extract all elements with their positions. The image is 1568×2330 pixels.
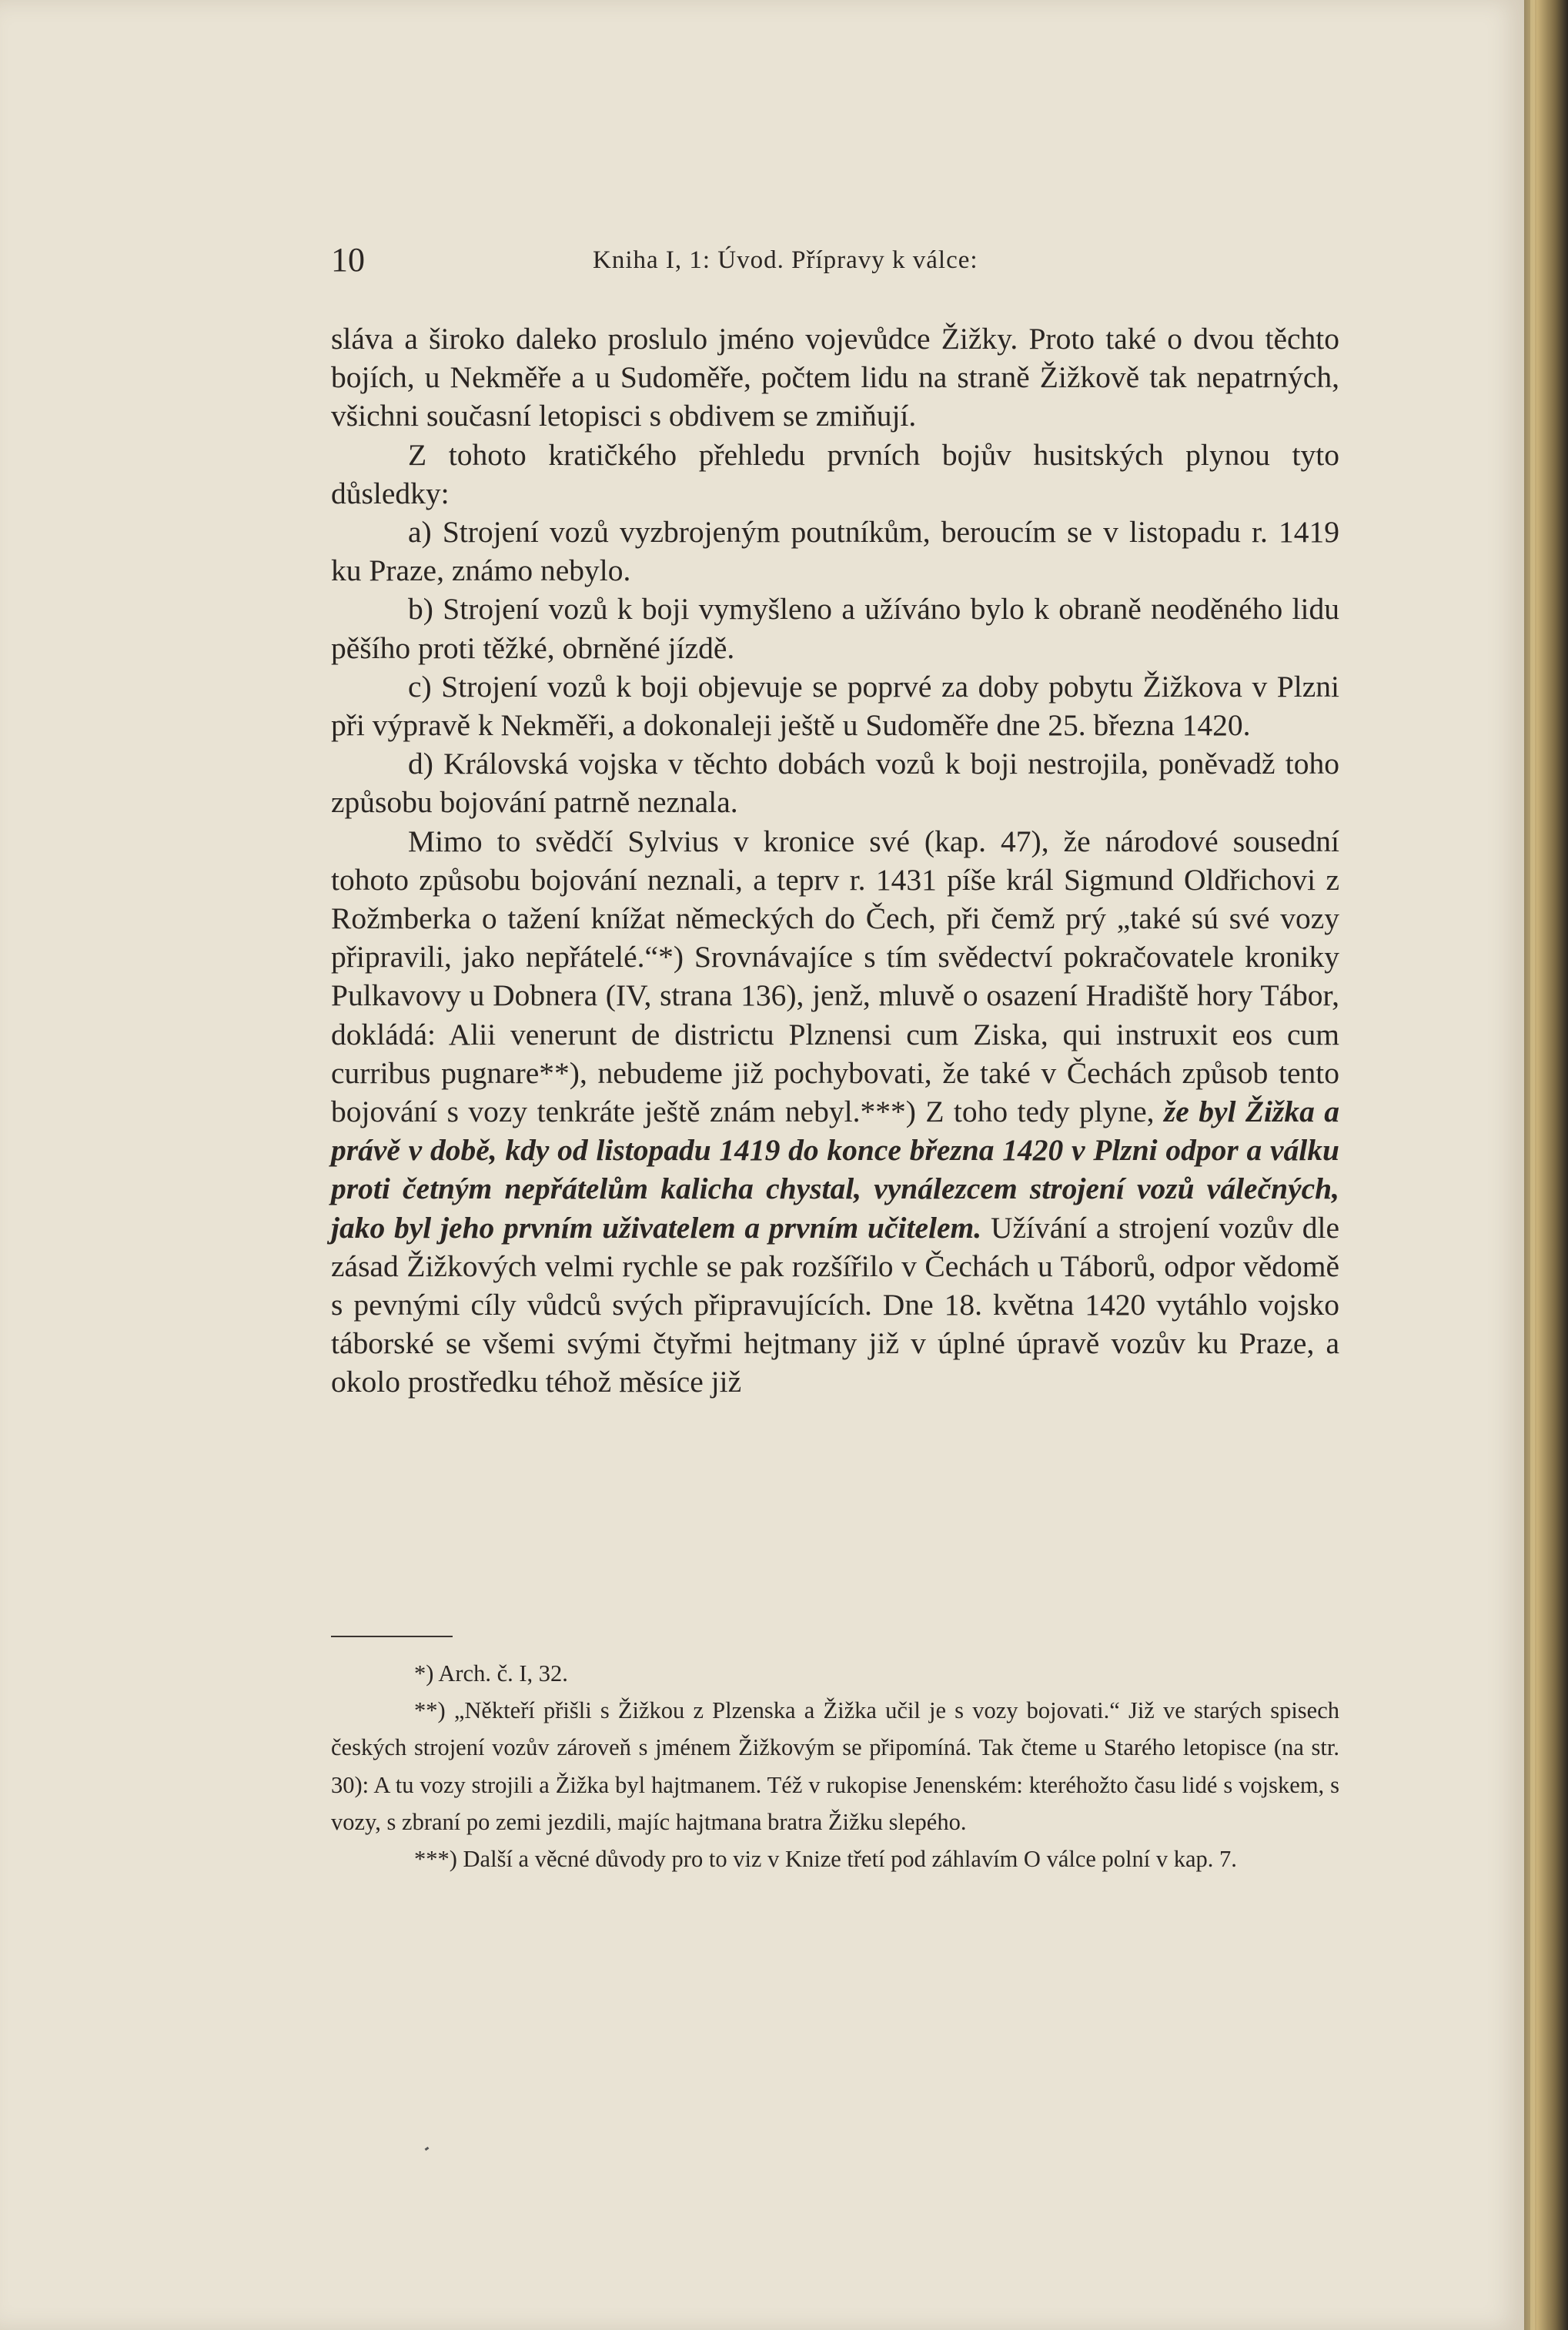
paragraph-3	[331, 822, 1339, 1402]
paragraph-3-emphasis: že byl Žižka a právě v době, kdy od listopadu 1419 do konce března 1420 v Plzni odpor a válku proti četným nepřátelům kalicha chystal, vynálezcem strojení vozů válečných, jako byl jeho prvním uživatelem a prvním učitelem.	[331, 1095, 1340, 1245]
footnotes	[331, 1655, 1339, 1877]
footnote-divider	[331, 1636, 453, 1637]
footnote-1: *) Arch. č. I, 32.	[414, 1660, 568, 1686]
ink-speck	[425, 2147, 430, 2151]
list-item-d: d) Královská vojska v těchto dobách vozů k boji nestrojila, poněvadž toho způsobu bojování patrně neznala.	[331, 747, 1339, 820]
list-item-c: c) Strojení vozů k boji objevuje se poprvé za doby pobytu Žižkova v Plzni při výpravě k Nekměři, a dokonaleji ještě u Sudoměře dne 25. března 1420.	[331, 669, 1339, 743]
paragraph-2: Z tohoto kratičkého přehledu prvních bojův husitských plynou tyto důsledky:	[331, 437, 1339, 510]
body-text	[331, 319, 1339, 1402]
page-edge	[1530, 0, 1535, 2330]
footnote-3: ***) Další a věcné důvody pro to viz v Knize třetí pod záhlavím O válce polní v kap. 7.	[414, 1846, 1237, 1873]
paragraph-3-end: Užívání a strojení vozův dle zásad Žižkových velmi rychle se pak rozšířilo v Čechách u Táborů, odpor vědomě s pevnými cíly vůdců svých připravujících. Dne 18. května 1420 vytáhlo vojsko táborské se všemi svými čtyřmi hejtmany již v úplné úpravě vozův ku Praze, a okolo prostředku téhož měsíce již	[331, 1210, 1340, 1399]
running-head	[331, 237, 1339, 283]
list-item-a: a) Strojení vozů vyzbrojeným poutníkům, beroucím se v listopadu r. 1419 ku Praze, známo nebylo.	[331, 515, 1339, 588]
list-item-b: b) Strojení vozů k boji vymyšleno a užíváno bylo k obraně neoděného lidu pěšího proti těžké, obrněné jízdě.	[331, 592, 1339, 665]
paragraph-1: sláva a široko daleko proslulo jméno vojevůdce Žižky. Proto také o dvou těchto bojích, u Nekměře a u Sudoměře, počtem lidu na straně Žižkově tak nepatrných, všichni současní letopisci s obdivem se zmiňují.	[331, 322, 1339, 433]
running-title: Kniha I, 1: Úvod. Přípravy k válce:	[593, 246, 978, 274]
page-number: 10	[331, 241, 365, 279]
footnote-2: **) „Někteří přišli s Žižkou z Plzenska a Žižka učil je s vozy bojovati.“ Již ve starých spisech českých strojení vozův zároveň s jménem Žižkovým se připomíná. Tak čteme u Starého letopisce (na str. 30): A tu vozy strojili a Žižka byl hajtmanem. Též v rukopise Jenenském: kteréhožto času lidé s vojskem, s vozy, s zbraní po zemi jezdili, majíc hajtmana bratra Žižku slepého.	[331, 1697, 1339, 1835]
paragraph-3-start: Mimo to svědčí Sylvius v kronice své (kap. 47), že národové sousední tohoto způsobu bojování neznali, a teprv r. 1431 píše král Sigmund Oldřichovi z Rožmberka o tažení knížat německých do Čech, při čemž prý „také sú své vozy připravili, jako nepřátelé.“*) Srovnávajíce s tím svědectví pokračovatele kroniky Pulkavovy u Dobnera (IV, strana 136), jenž, mluvě o osazení Hradiště hory Tábor, dokládá: Alii venerunt de districtu Plznensi cum Ziska, qui instruxit eos cum curribus pugnare**), nebudeme již pochybovati, že také v Čechách způsob tento bojování s vozy tenkráte ještě znám nebyl.***) Z toho tedy plyne,	[331, 824, 1339, 1129]
